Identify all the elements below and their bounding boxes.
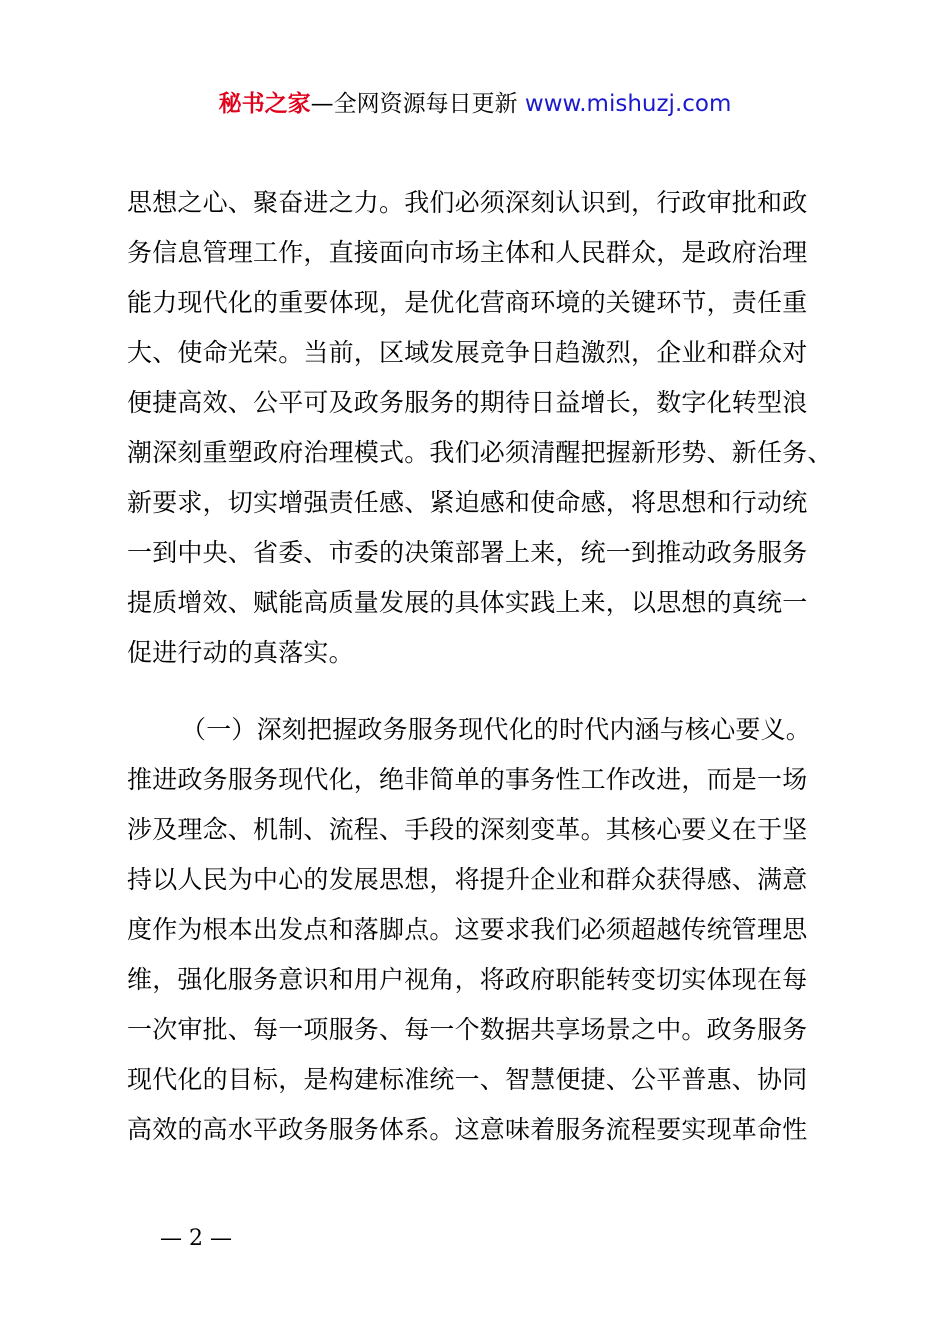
site-url: www.mishuzj.com [524, 91, 732, 117]
text-line: 能力现代化的重要体现，是优化营商环境的关键环节，责任重 [127, 288, 808, 317]
text-line: 涉及理念、机制、流程、手段的深刻变革。其核心要义在于坚 [127, 815, 808, 844]
text-line: 思想之心、聚奋进之力。我们必须深刻认识到，行政审批和政 [127, 188, 808, 217]
paragraph-1 [127, 178, 839, 678]
text-line: 高效的高水平政务服务体系。这意味着服务流程要实现革命性 [127, 1115, 808, 1144]
site-brand: 秘书之家 [218, 91, 311, 117]
text-line: 维，强化服务意识和用户视角，将政府职能转变切实体现在每 [127, 965, 808, 994]
section-heading-line: （一）深刻把握政务服务现代化的时代内涵与核心要义。 [181, 715, 812, 744]
text-line: 大、使命光荣。当前，区域发展竞争日趋激烈，企业和群众对 [127, 338, 808, 367]
text-line: 度作为根本出发点和落脚点。这要求我们必须超越传统管理思 [127, 915, 808, 944]
text-line: 一到中央、省委、市委的决策部署上来，统一到推动政务服务 [127, 538, 808, 567]
text-line: 一次审批、每一项服务、每一个数据共享场景之中。政务服务 [127, 1015, 808, 1044]
paragraph-2 [127, 705, 839, 1155]
text-line: 现代化的目标，是构建标准统一、智慧便捷、公平普惠、协同 [127, 1065, 808, 1094]
text-line: 潮深刻重塑政府治理模式。我们必须清醒把握新形势、新任务、 [127, 438, 833, 467]
text-line: 新要求，切实增强责任感、紧迫感和使命感，将思想和行动统 [127, 488, 808, 517]
site-tagline: —全网资源每日更新 [310, 91, 525, 117]
text-line: 促进行动的真落实。 [127, 638, 354, 667]
paragraph-gap [127, 678, 839, 705]
text-line: 持以人民为中心的发展思想，将提升企业和群众获得感、满意 [127, 865, 808, 894]
text-line: 推进政务服务现代化，绝非简单的事务性工作改进，而是一场 [127, 765, 808, 794]
page-number: — 2 — [160, 1226, 232, 1251]
page-header [0, 88, 950, 120]
document-body [127, 178, 839, 1155]
text-line: 务信息管理工作，直接面向市场主体和人民群众，是政府治理 [127, 238, 808, 267]
text-line: 便捷高效、公平可及政务服务的期待日益增长，数字化转型浪 [127, 388, 808, 417]
text-line: 提质增效、赋能高质量发展的具体实践上来，以思想的真统一 [127, 588, 808, 617]
